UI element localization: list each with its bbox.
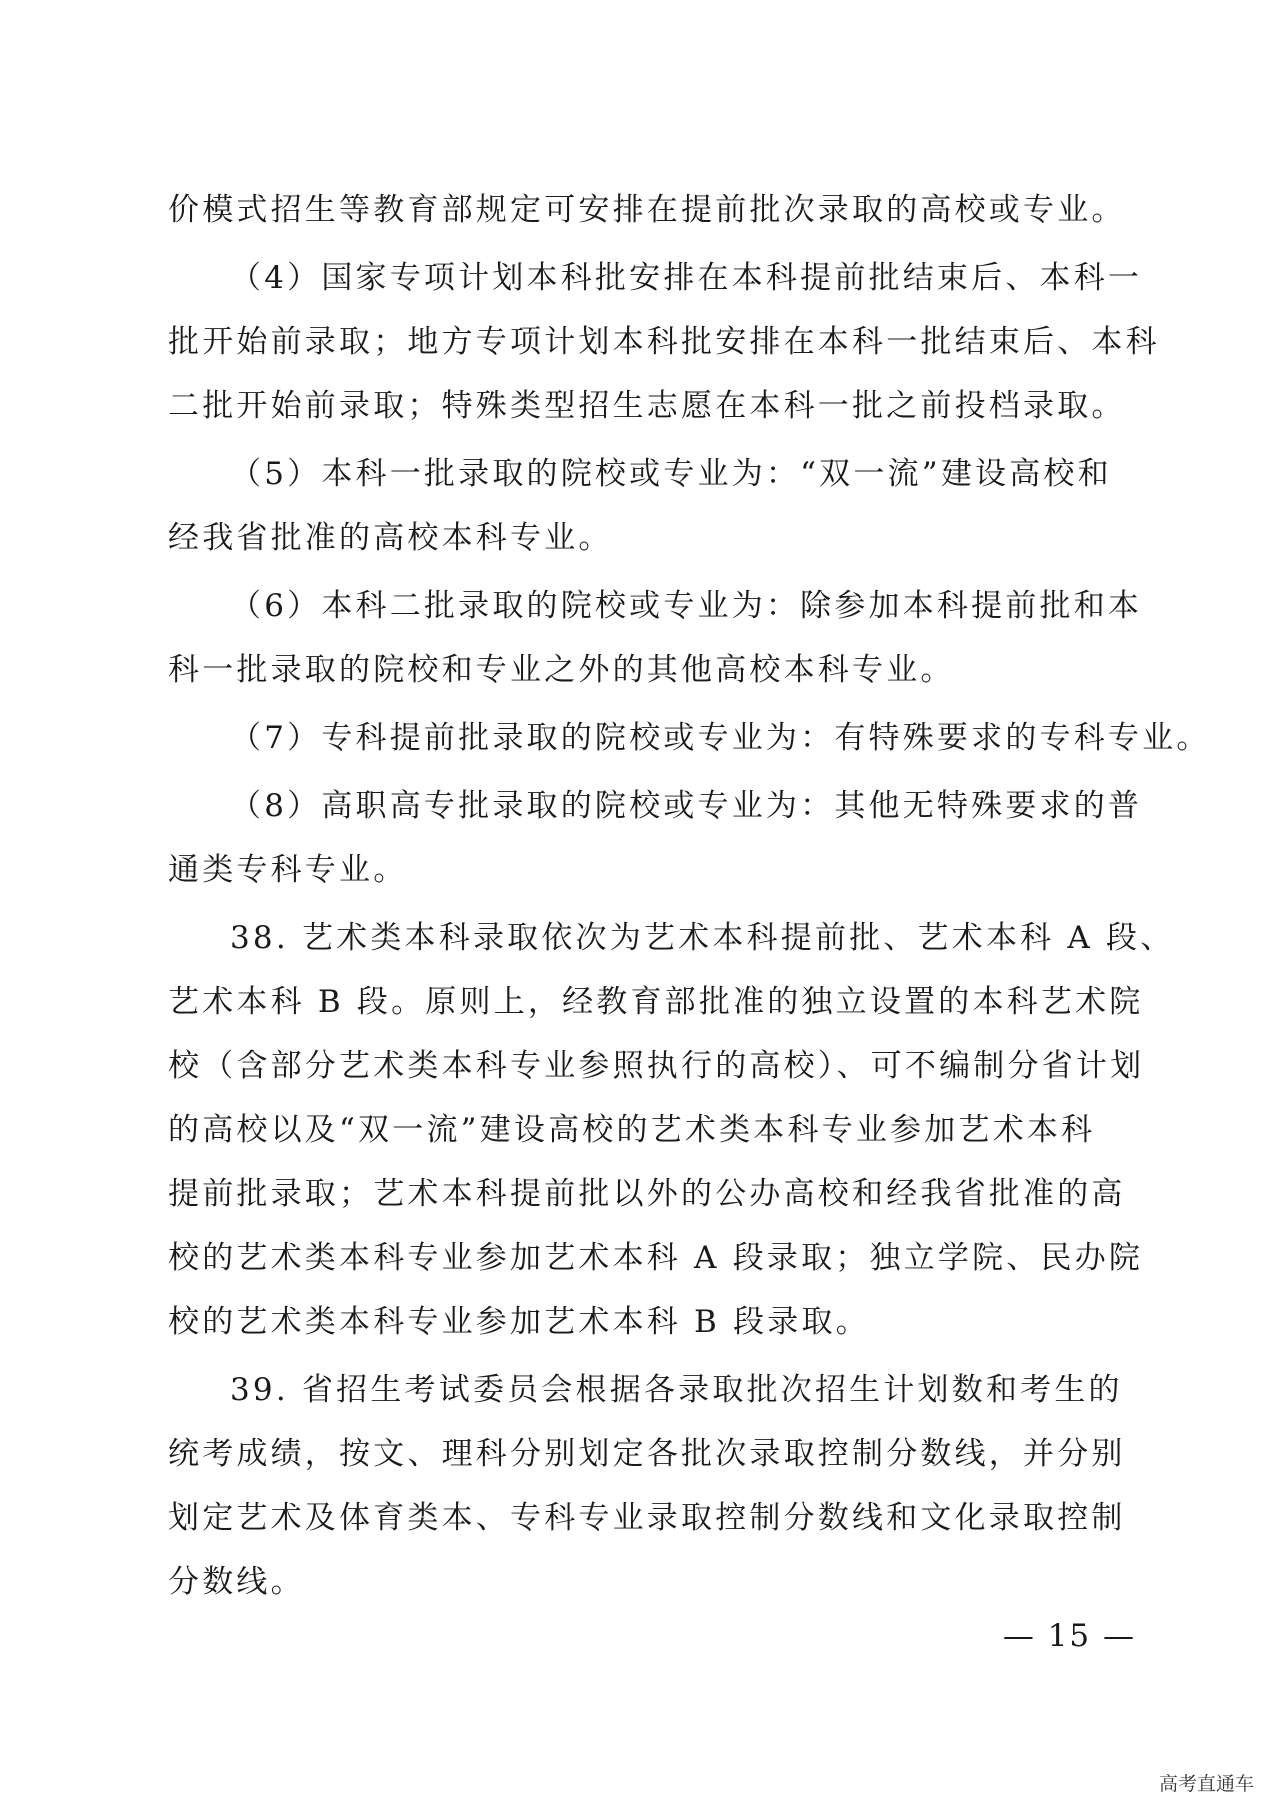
paragraph-line: 二批开始前录取；特殊类型招生志愿在本科一批之前投档录取。 [168,388,1126,424]
paragraph-line: 经我省批准的高校本科专业。 [168,520,613,556]
paragraph-line: 提前批录取；艺术本科提前批以外的公办高校和经我省批准的高 [168,1176,1126,1212]
paragraph-line: 校（含部分艺术类本科专业参照执行的高校）、可不编制分省计划 [168,1048,1145,1084]
paragraph-line: 划定艺术及体育类本、专科专业录取控制分数线和文化录取控制 [168,1500,1126,1536]
paragraph [168,574,1143,702]
paragraph-line: （8）高职高专批录取的院校或专业为：其他无特殊要求的普 [230,788,1143,824]
paragraph-line: 38. 艺术类本科录取依次为艺术本科提前批、艺术本科 A 段、 [230,920,1175,956]
paragraph-line: 校的艺术类本科专业参加艺术本科 A 段录取；独立学院、民办院 [168,1240,1144,1276]
paragraph-line: 分数线。 [168,1564,305,1600]
paragraph-line: 统考成绩，按文、理科分别划定各批次录取控制分数线，并分别 [168,1436,1126,1472]
page-number: — 15 — [1002,1618,1136,1654]
paragraph [168,178,1136,242]
paragraph-line: 价模式招生等教育部规定可安排在提前批次录取的高校或专业。 [168,192,1126,228]
paragraph-line: （7）专科提前批录取的院校或专业为：有特殊要求的专科专业。 [230,720,1211,756]
paragraph-line: （4）国家专项计划本科批安排在本科提前批结束后、本科一 [230,260,1143,296]
paragraph-line: 通类专科专业。 [168,852,408,888]
paragraph [168,442,1136,570]
paragraph-line: 批开始前录取；地方专项计划本科批安排在本科一批结束后、本科 [168,324,1160,360]
paragraph [168,906,1175,1354]
paragraph-line: 科一批录取的院校和专业之外的其他高校本科专业。 [168,652,955,688]
paragraph [168,1358,1136,1614]
paragraph-line: 校的艺术类本科专业参加艺术本科 B 段录取。 [168,1304,870,1340]
document-body [168,178,1211,1618]
paragraph-line: （5）本科一批录取的院校或专业为：“双一流”建设高校和 [230,456,1112,492]
paragraph-line: 的高校以及“双一流”建设高校的艺术类本科专业参加艺术本科 [168,1112,1096,1148]
watermark-text: 高考直通车 [1158,1773,1254,1795]
paragraph [168,706,1211,770]
paragraph [168,774,1143,902]
paragraph-line: （6）本科二批录取的院校或专业为：除参加本科提前批和本 [230,588,1143,624]
paragraph-line: 39. 省招生考试委员会根据各录取批次招生计划数和考生的 [230,1372,1123,1408]
paragraph [168,246,1160,438]
paragraph-line: 艺术本科 B 段。原则上，经教育部批准的独立设置的本科艺术院 [168,984,1144,1020]
